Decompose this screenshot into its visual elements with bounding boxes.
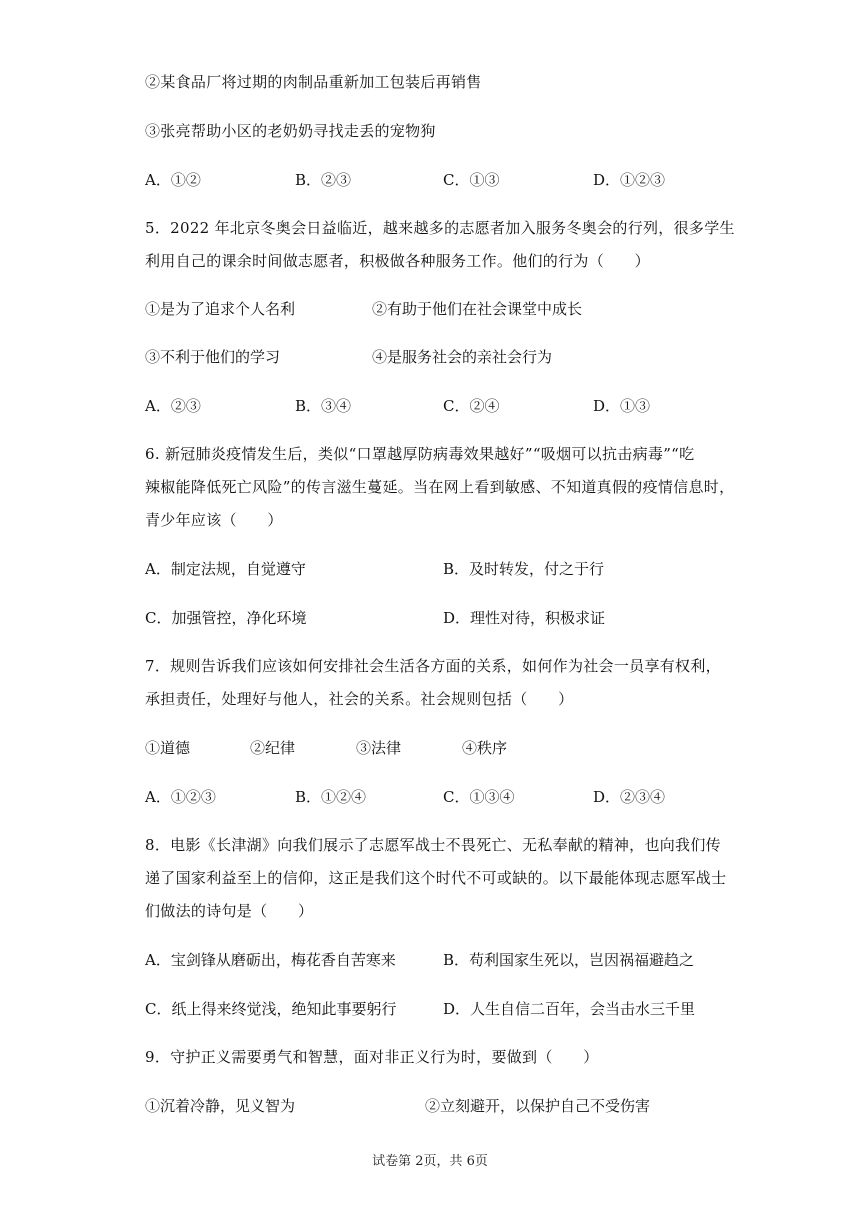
q6-option-d: D．理性对待，积极求证: [443, 609, 606, 627]
q7-option-c: C．①③④: [443, 788, 515, 806]
q8-option-c: C．纸上得来终觉浅，绝知此事要躬行: [145, 1000, 397, 1018]
q5-option-c: C．②④: [443, 397, 500, 415]
q6-option-b: B．及时转发，付之于行: [443, 560, 605, 578]
q4-option-d: D．①②③: [593, 171, 666, 189]
q5-item-2: ②有助于他们在社会课堂中成长: [372, 300, 583, 318]
q5-option-d: D．①③: [593, 397, 651, 415]
q5-option-a: A．②③: [145, 397, 201, 415]
q5-stem-line-2: 利用自己的课余时间做志愿者，积极做各种服务工作。他们的行为（ ）: [145, 252, 650, 270]
q8-option-d: D．人生自信二百年，会当击水三千里: [443, 1000, 696, 1018]
q6-stem-line-2: 辣椒能降低死亡风险”的传言滋生蔓延。当在网上看到敏感、不知道真假的疫情信息时，: [145, 478, 735, 496]
q6-option-a: A．制定法规，自觉遵守: [145, 560, 306, 578]
q7-stem-line-2: 承担责任，处理好与他人，社会的关系。社会规则包括（ ）: [145, 690, 574, 708]
q4-option-c: C．①③: [443, 171, 500, 189]
q5-item-3: ③不利于他们的学习: [145, 348, 281, 366]
q9-item-1: ①沉着冷静，见义智为: [145, 1097, 296, 1115]
q8-stem-line-3: 们做法的诗句是（ ）: [145, 902, 314, 920]
q7-item-1: ①道德: [145, 739, 191, 757]
q6-stem-line-3: 青少年应该（ ）: [145, 511, 283, 529]
q7-option-d: D．②③④: [593, 788, 666, 806]
q7-item-2: ②纪律: [250, 739, 296, 757]
q6-stem-line-1: 6. 新冠肺炎疫情发生后，类似“口罩越厚防病毒效果越好”“吸烟可以抗击病毒”“吃: [145, 445, 695, 463]
q7-item-3: ③法律: [356, 739, 402, 757]
q8-stem-line-1: 8．电影《长津湖》向我们展示了志愿军战士不畏死亡、无私奉献的精神，也向我们传: [145, 836, 721, 854]
q7-option-b: B．①②④: [295, 788, 367, 806]
q9-item-2: ②立刻避开，以保护自己不受伤害: [425, 1097, 651, 1115]
q4-item-2: ②某食品厂将过期的肉制品重新加工包装后再销售: [145, 73, 482, 91]
q8-stem-line-2: 递了国家利益至上的信仰，这正是我们这个时代不可或缺的。以下最能体现志愿军战士: [145, 869, 727, 887]
q5-item-4: ④是服务社会的亲社会行为: [372, 348, 553, 366]
q5-option-b: B．③④: [295, 397, 352, 415]
q8-option-a: A．宝剑锋从磨砺出，梅花香自苦寒来: [145, 951, 396, 969]
q4-option-a: A．①②: [145, 171, 201, 189]
q8-option-b: B．苟利国家生死以，岂因祸福避趋之: [443, 951, 695, 969]
q9-stem-line-1: 9．守护正义需要勇气和智慧，面对非正义行为时，要做到（ ）: [145, 1048, 599, 1066]
q4-option-b: B．②③: [295, 171, 352, 189]
q7-option-a: A．①②③: [145, 788, 216, 806]
page-footer: 试卷第 2页，共 6页: [372, 1154, 488, 1169]
q5-item-1: ①是为了追求个人名利: [145, 300, 296, 318]
q7-stem-line-1: 7．规则告诉我们应该如何安排社会生活各方面的关系，如何作为社会一员享有权利，: [145, 657, 721, 675]
q6-option-c: C．加强管控，净化环境: [145, 609, 307, 627]
q5-stem-line-1: 5．2022 年北京冬奥会日益临近，越来越多的志愿者加入服务冬奥会的行列，很多学生: [145, 219, 735, 237]
q4-item-3: ③张亮帮助小区的老奶奶寻找走丢的宠物狗: [145, 122, 436, 140]
q7-item-4: ④秩序: [462, 739, 508, 757]
